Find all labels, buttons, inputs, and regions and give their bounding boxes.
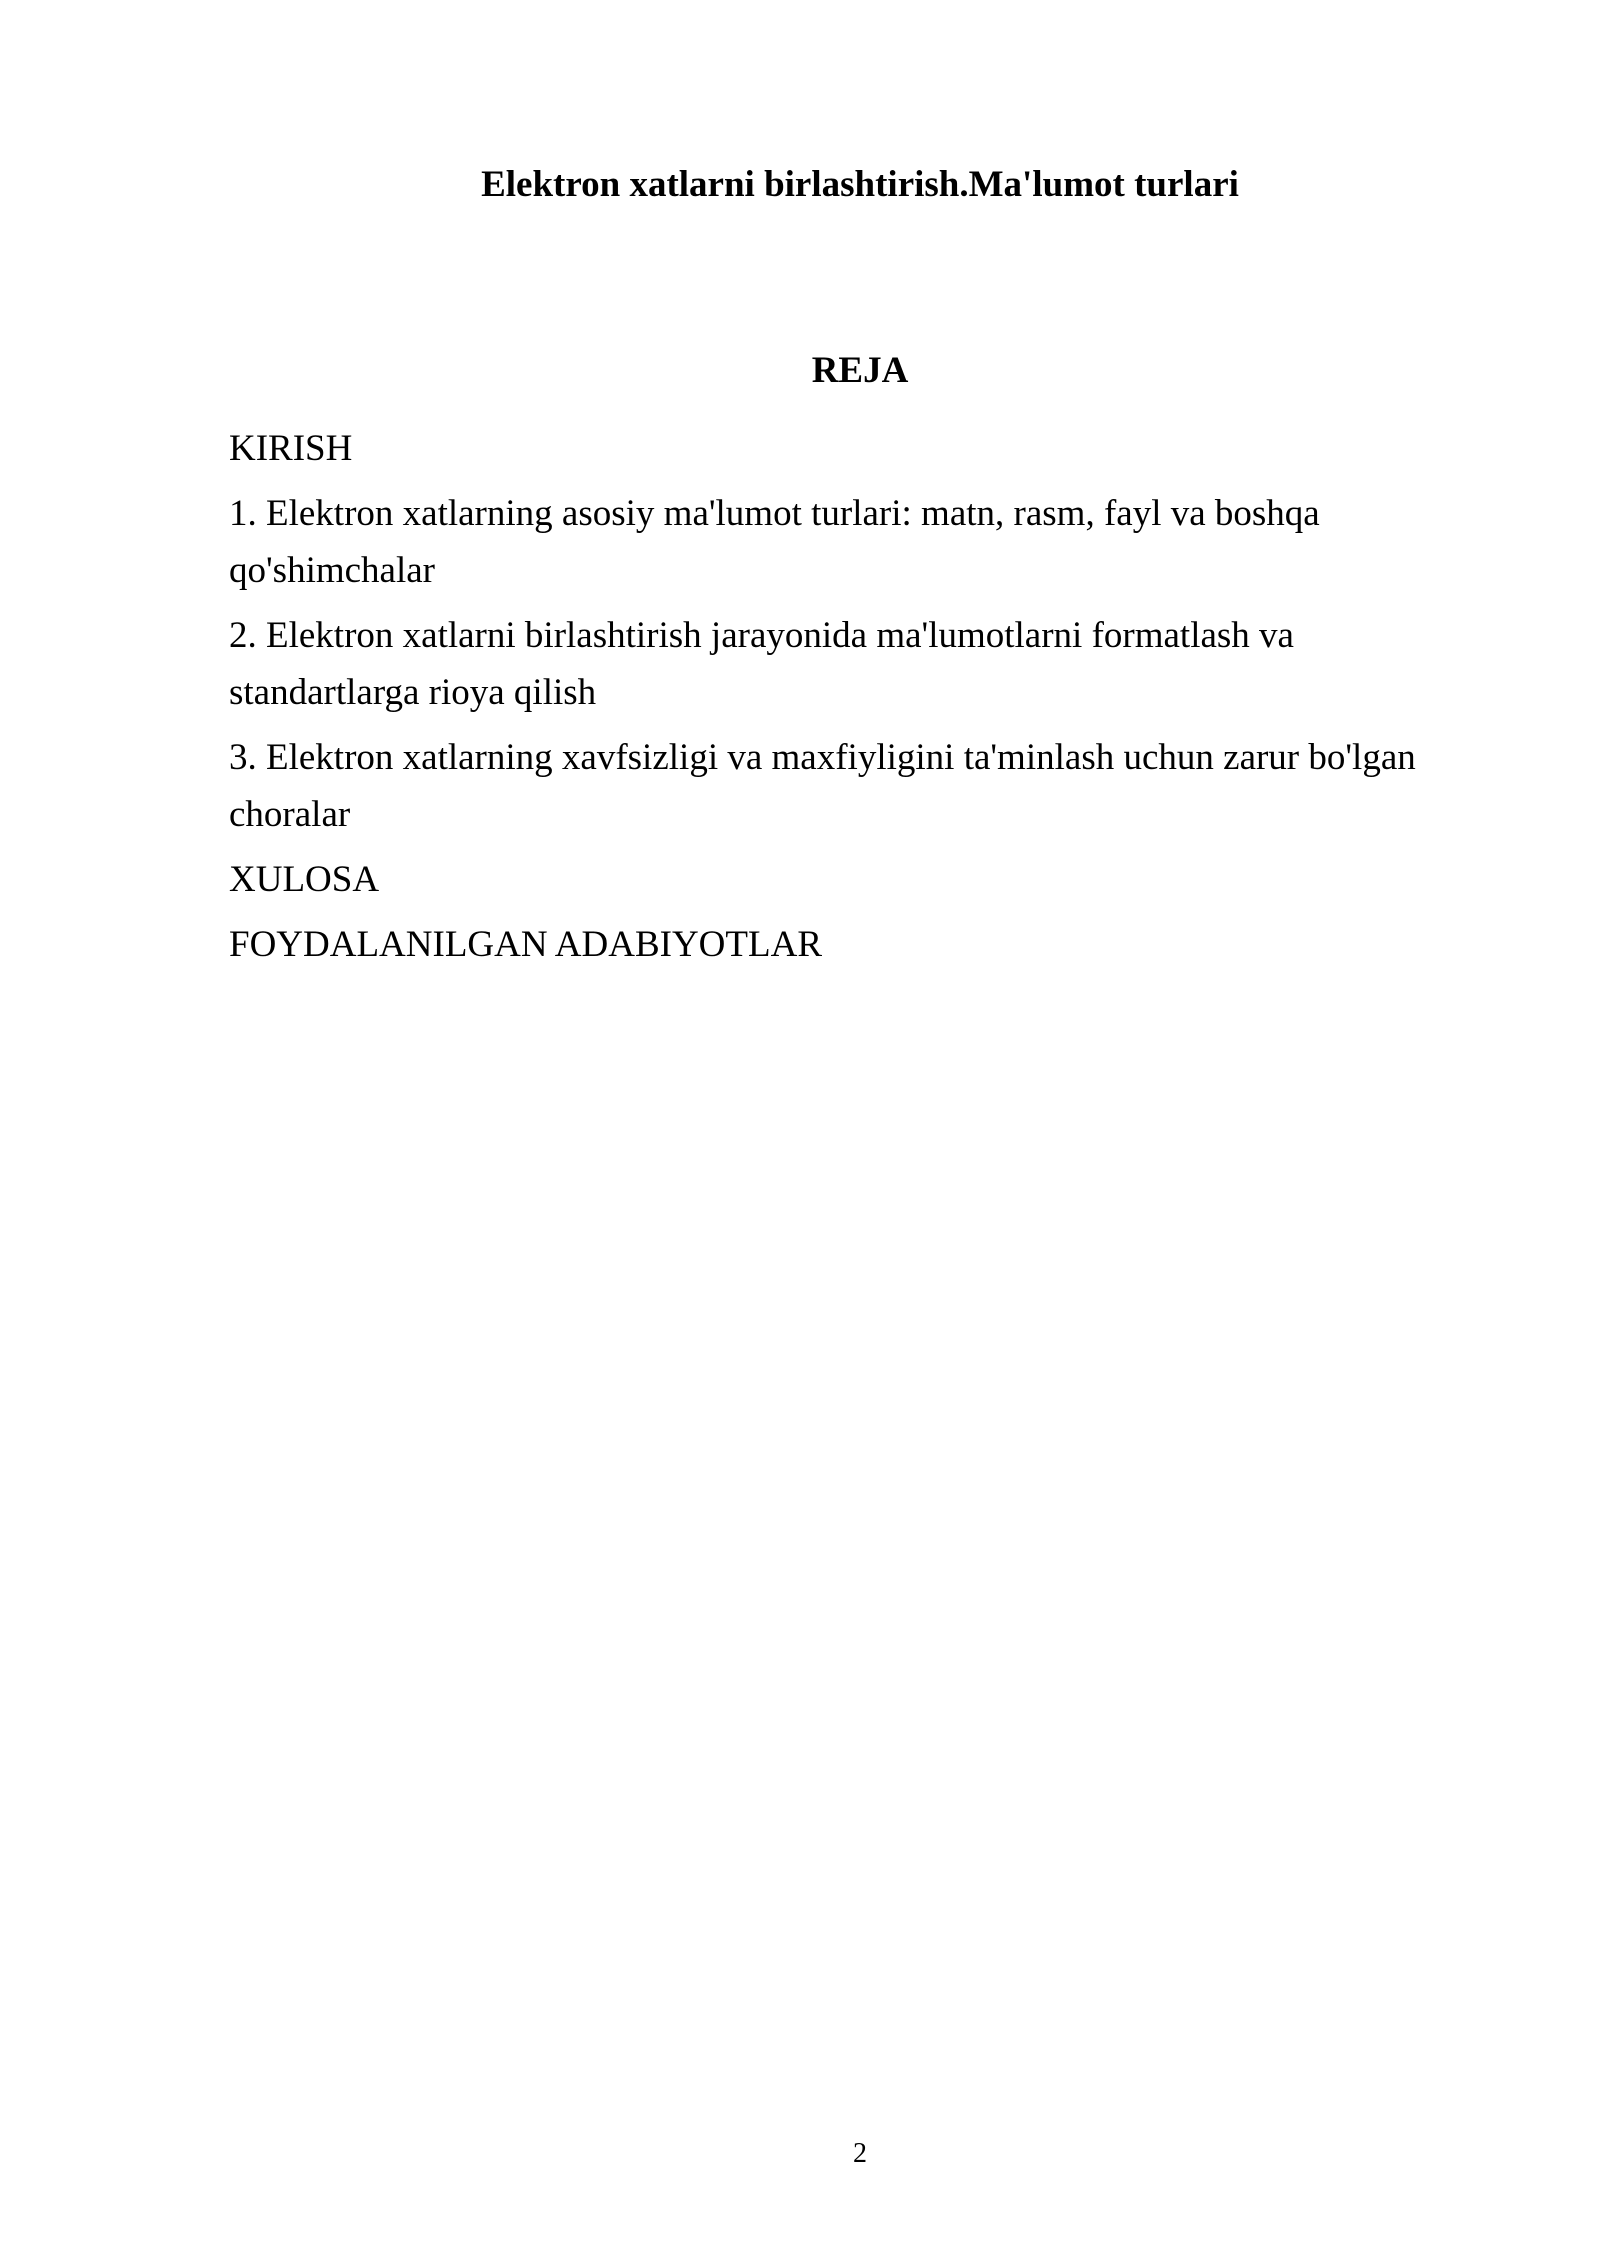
plan-item-conclusion: XULOSA (229, 859, 380, 900)
plan-item-references: FOYDALANILGAN ADABIYOTLAR (229, 924, 822, 965)
page-number: 2 (853, 2138, 867, 2169)
plan-item-introduction: KIRISH (229, 428, 353, 469)
plan-item-3: 3. Elektron xatlarning xavfsizligi va maxfiyligini ta'minlash uchun zarur bo'lgan choralar (229, 737, 1416, 835)
plan-item-2: 2. Elektron xatlarni birlashtirish jarayonida ma'lumotlarni formatlash va standartlarga rioya qilish (229, 615, 1294, 713)
plan-heading: REJA (811, 350, 909, 391)
document-title: Elektron xatlarni birlashtirish.Ma'lumot turlari (481, 164, 1239, 205)
plan-item-1: 1. Elektron xatlarning asosiy ma'lumot turlari: matn, rasm, fayl va boshqa qo'shimchalar (229, 493, 1320, 591)
plan-list (229, 420, 1459, 981)
